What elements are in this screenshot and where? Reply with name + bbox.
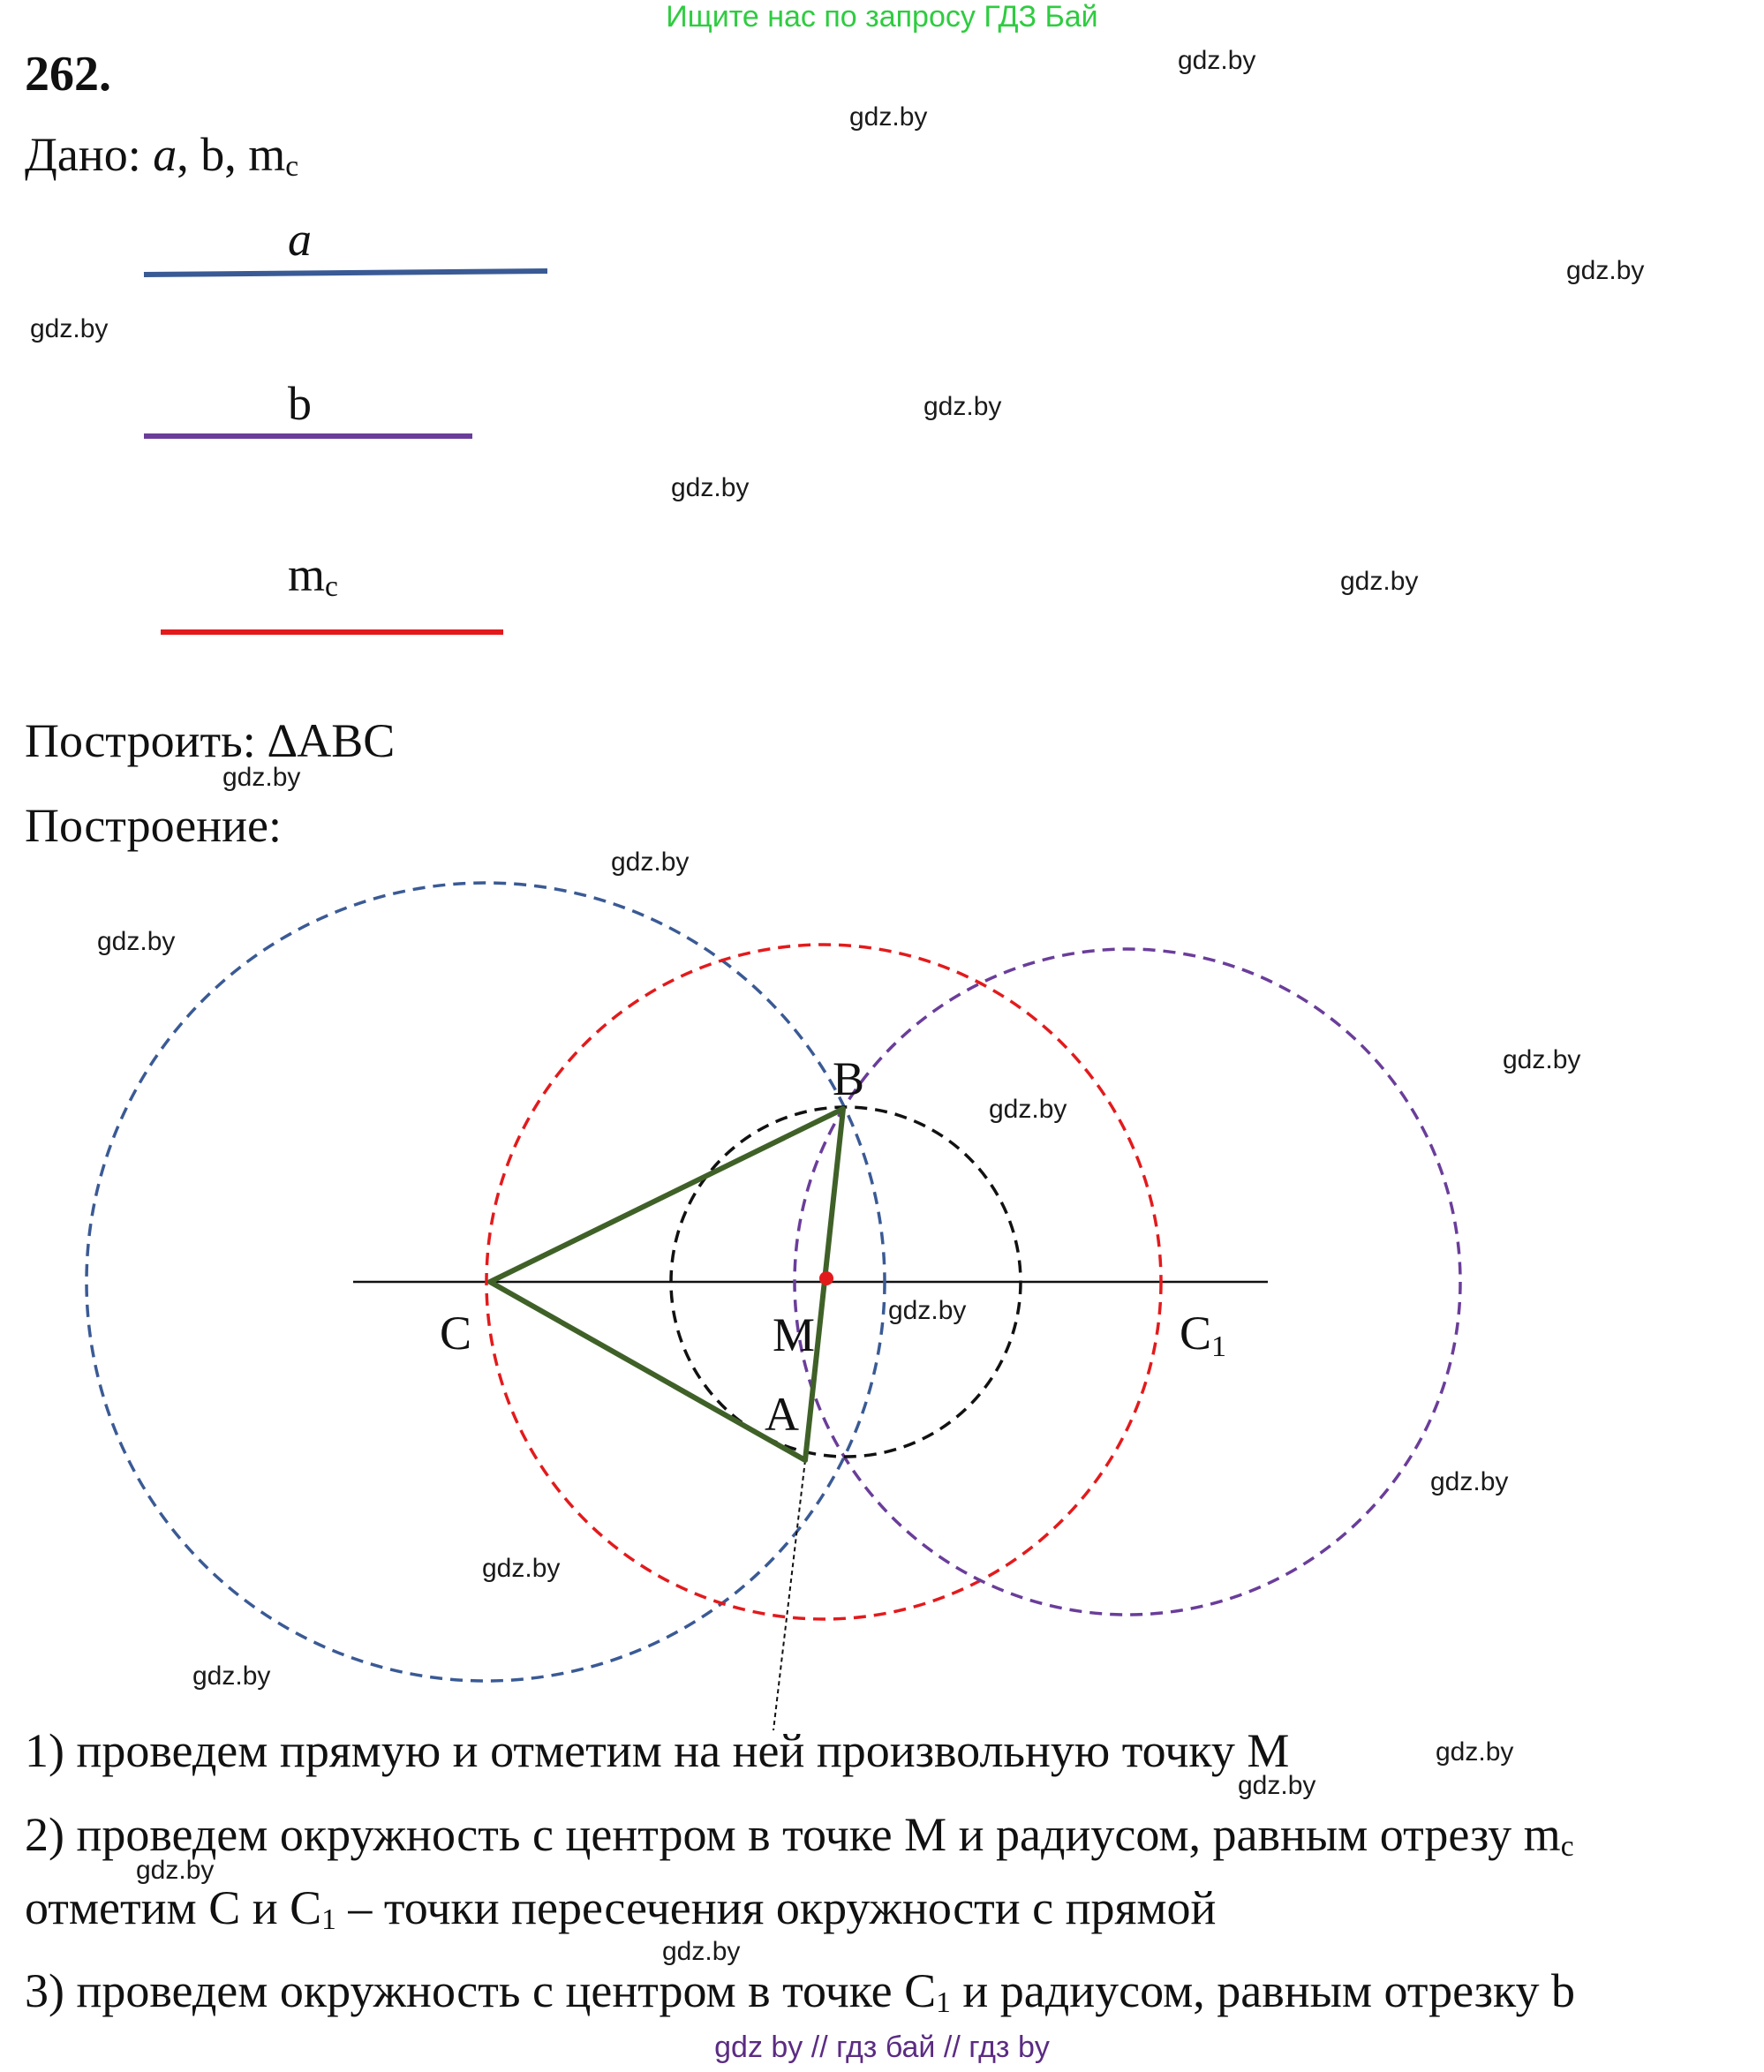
extension-dotted-line — [765, 1460, 805, 1730]
label-c1 — [1180, 1307, 1226, 1363]
segment-mc-label-sub: c — [325, 570, 338, 604]
given-line: Дано: a, b, mc — [25, 128, 299, 184]
step-2a — [25, 1807, 1574, 1865]
watermark: gdz.by — [1340, 567, 1419, 596]
given-b: b — [200, 128, 225, 181]
watermark: gdz.by — [888, 1296, 967, 1325]
bottom-banner: gdz by // гдз бай // гдз by — [714, 2031, 1050, 2064]
given-m: m — [248, 128, 286, 181]
watermark: gdz.by — [1178, 46, 1256, 75]
segment-mc-label-m: m — [288, 548, 326, 601]
step-2b-text2: – точки пересечения окружности с прямой — [335, 1881, 1217, 1934]
step-1: 1) проведем прямую и отметим на ней произвольную точку M — [25, 1724, 1290, 1777]
step-3-text2: и радиусом, равным отрезку b — [950, 1964, 1576, 2017]
given-m-sub: c — [285, 150, 299, 184]
watermark: gdz.by — [1430, 1467, 1509, 1496]
point-m — [819, 1271, 833, 1285]
given-a: a — [153, 128, 177, 181]
watermark: gdz.by — [1238, 1771, 1316, 1800]
watermark: gdz.by — [662, 1937, 741, 1966]
step-3-text1: 3) проведем окружность с центром в точке C — [25, 1964, 937, 2017]
watermark: gdz.by — [97, 927, 176, 956]
watermark: gdz.by — [482, 1554, 561, 1583]
watermark: gdz.by — [192, 1661, 271, 1691]
step-2a-text: 2) проведем окружность с центром в точке M и радиусом, равным отрезу m — [25, 1808, 1561, 1861]
label-m: M — [773, 1308, 816, 1361]
step-2a-sub: c — [1560, 1830, 1574, 1864]
watermark: gdz.by — [923, 392, 1002, 421]
watermark: gdz.by — [1436, 1737, 1514, 1767]
step-2b-sub: 1 — [321, 1903, 336, 1937]
top-banner: Ищите нас по запросу ГДЗ Бай — [666, 0, 1098, 34]
construct-heading: Построить: ∆ABC — [25, 714, 396, 767]
watermark: gdz.by — [849, 102, 928, 132]
step-3-sub: 1 — [936, 1986, 951, 2020]
segment-a-label: a — [288, 213, 312, 266]
watermark: gdz.by — [1566, 256, 1645, 285]
label-c1-main: C — [1180, 1307, 1212, 1360]
watermark: gdz.by — [136, 1856, 215, 1885]
watermark: gdz.by — [222, 763, 301, 792]
watermark: gdz.by — [1503, 1045, 1581, 1074]
step-3 — [25, 1963, 1575, 2021]
given-label: Дано: — [25, 128, 141, 181]
label-c1-sub: 1 — [1211, 1330, 1227, 1363]
segment-b-label: b — [288, 377, 312, 430]
step-2b — [25, 1880, 1216, 1938]
step-2b-text1: отметим C и C — [25, 1881, 322, 1934]
problem-number: 262. — [25, 47, 111, 102]
watermark: gdz.by — [611, 848, 690, 877]
label-c: C — [440, 1307, 472, 1360]
watermark: gdz.by — [989, 1095, 1067, 1124]
label-a: A — [765, 1388, 799, 1441]
label-b: B — [833, 1052, 865, 1105]
watermark: gdz.by — [671, 473, 750, 502]
watermark: gdz.by — [30, 314, 109, 343]
construction-heading: Построение: — [25, 799, 282, 852]
